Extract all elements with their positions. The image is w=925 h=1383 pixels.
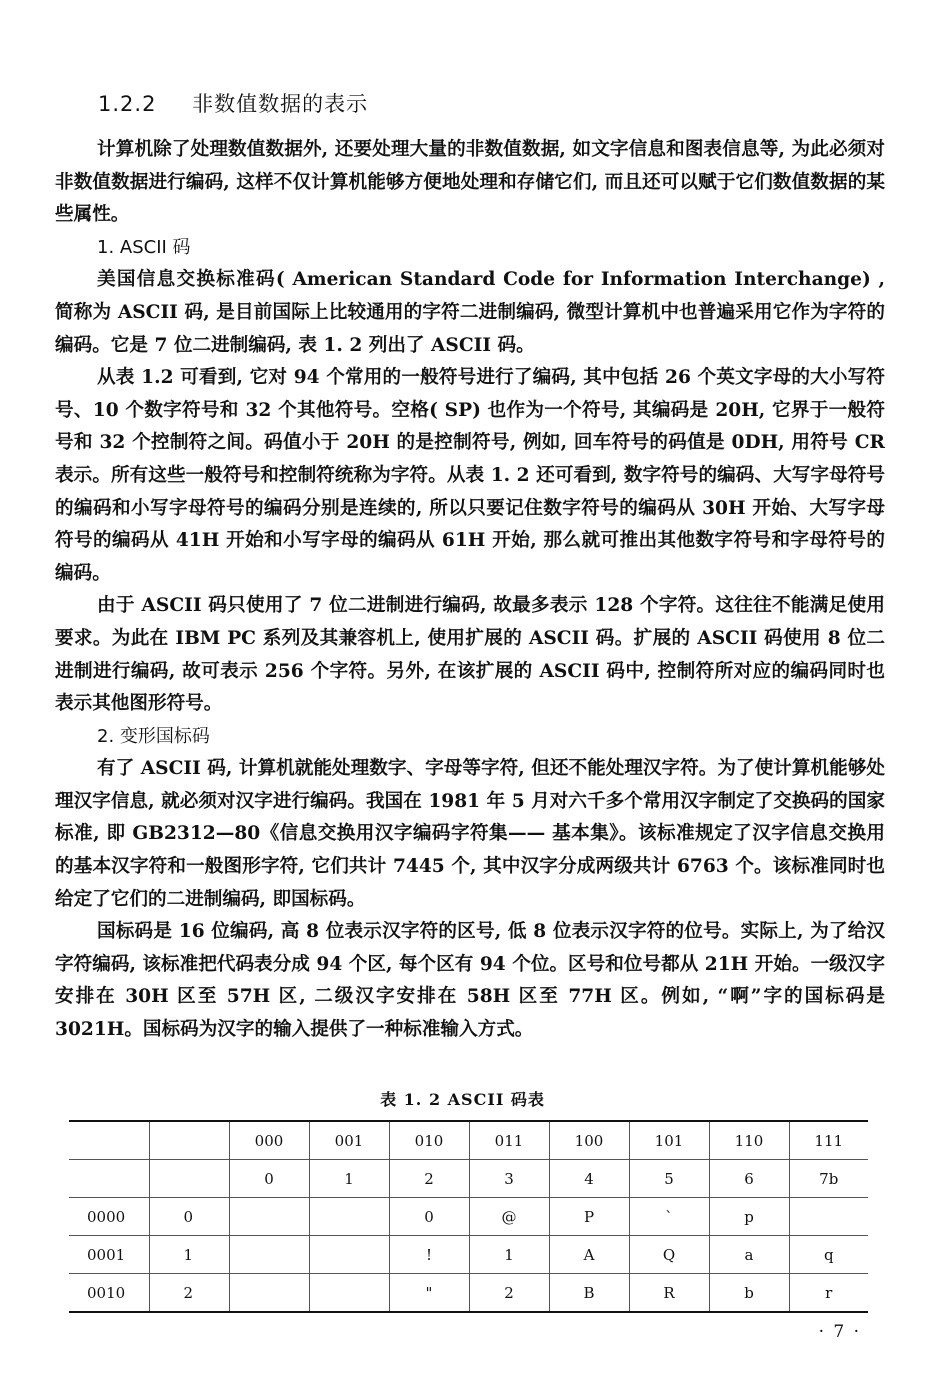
table-cell: 3 (469, 1160, 549, 1198)
page-number: · 7 · (818, 1322, 861, 1342)
table-cell (149, 1121, 229, 1160)
body-text (55, 134, 885, 1047)
table-row (69, 1121, 868, 1160)
ascii-table (69, 1120, 868, 1313)
section-number: 1.2.2 (98, 92, 157, 116)
table-cell: 001 (309, 1121, 389, 1160)
table-cell: a (709, 1236, 789, 1274)
table-cell: @ (469, 1198, 549, 1236)
table-cell: ! (389, 1236, 469, 1274)
table-cell: 010 (389, 1121, 469, 1160)
table-cell: 1 (469, 1236, 549, 1274)
table-cell (149, 1160, 229, 1198)
paragraph: 由于 ASCII 码只使用了 7 位二进制进行编码, 故最多表示 128 个字符。这往往不能满足使用要求。为此在 IBM PC 系列及其兼容机上, 使用扩展的 ASCII 码。扩展的 ASCII 码使用 8 位二进制进行编码, 故可表示 256 个字符。另外, 在该扩展的 ASCII 码中, 控制符所对应的编码同时也表示其他图形符号。 (55, 595, 885, 715)
section-title: 非数值数据的表示 (192, 92, 369, 116)
table-cell: 100 (549, 1121, 629, 1160)
table-cell: Q (629, 1236, 709, 1274)
paragraph: 美国信息交换标准码( American Standard Code for Information Interchange) , 简称为 ASCII 码, 是目前国际上比较通用的字符二进制编码, 微型计算机中也普遍采用它作为字符的编码。它是 7 位二进制编码, 表 1. 2 列出了 ASCII 码。 (55, 269, 885, 356)
table-cell: q (789, 1236, 868, 1274)
table-cell: R (629, 1274, 709, 1313)
section-heading (98, 88, 368, 118)
table-cell (69, 1121, 149, 1160)
table-cell: " (389, 1274, 469, 1313)
table-cell: 111 (789, 1121, 868, 1160)
table-cell: 4 (549, 1160, 629, 1198)
subheading-gb-code: 2. 变形国标码 (97, 725, 210, 747)
table-cell: 7b (789, 1160, 868, 1198)
table-cell: 0 (389, 1198, 469, 1236)
table-cell: 101 (629, 1121, 709, 1160)
table-cell (309, 1274, 389, 1313)
paragraph: 计算机除了处理数值数据外, 还要处理大量的非数值数据, 如文字信息和图表信息等, 为此必须对非数值数据进行编码, 这样不仅计算机能够方便地处理和存储它们, 而且还可以赋于它们数值数据的某些属性。 (55, 139, 885, 226)
subheading-ascii: 1. ASCII 码 (97, 236, 191, 258)
table-cell (229, 1274, 309, 1313)
table-cell: b (709, 1274, 789, 1313)
table-cell: 2 (149, 1274, 229, 1313)
table-cell: A (549, 1236, 629, 1274)
table-row (69, 1274, 868, 1313)
table-row (69, 1236, 868, 1274)
table-row (69, 1198, 868, 1236)
table-cell: 0000 (69, 1198, 149, 1236)
table-cell (309, 1236, 389, 1274)
table-cell: 0001 (69, 1236, 149, 1274)
table-cell: 0010 (69, 1274, 149, 1313)
table-caption: 表 1. 2 ASCII 码表 (380, 1090, 545, 1109)
table-cell: 0 (149, 1198, 229, 1236)
table-cell: 1 (309, 1160, 389, 1198)
table-cell (229, 1236, 309, 1274)
table-cell: 5 (629, 1160, 709, 1198)
table-cell (229, 1198, 309, 1236)
table-cell: P (549, 1198, 629, 1236)
paragraph: 国标码是 16 位编码, 高 8 位表示汉字符的区号, 低 8 位表示汉字符的位号。实际上, 为了给汉字符编码, 该标准把代码表分成 94 个区, 每个区有 94 个位。区号和位号都从 21H 开始。一级汉字安排在 30H 区至 57H 区, 二级汉字安排在 58H 区至 77H 区。例如, “啊”字的国标码是 3021H。国标码为汉字的输入提供了一种标准输入方式。 (55, 921, 885, 1041)
table-cell: 2 (389, 1160, 469, 1198)
paragraph: 有了 ASCII 码, 计算机就能处理数字、字母等字符, 但还不能处理汉字符。为了使计算机能够处理汉字信息, 就必须对汉字进行编码。我国在 1981 年 5 月对六千多个常用汉字制定了交换码的国家标准, 即 GB2312—80《信息交换用汉字编码字符集—— 基本集》。该标准规定了汉字信息交换用的基本汉字符和一般图形字符, 它们共计 7445 个, 其中汉字分成两级共计 6763 个。该标准同时也给定了它们的二进制编码, 即国标码。 (55, 758, 885, 910)
table-cell: B (549, 1274, 629, 1313)
table-cell: 6 (709, 1160, 789, 1198)
table-cell (309, 1198, 389, 1236)
table-cell: p (709, 1198, 789, 1236)
table-cell: ` (629, 1198, 709, 1236)
table-cell: 000 (229, 1121, 309, 1160)
table-cell: 110 (709, 1121, 789, 1160)
table-cell: 1 (149, 1236, 229, 1274)
table-cell: r (789, 1274, 868, 1313)
paragraph: 从表 1.2 可看到, 它对 94 个常用的一般符号进行了编码, 其中包括 26 个英文字母的大小写符号、10 个数字符号和 32 个其他符号。空格( SP) 也作为一个符号, 其编码是 20H, 它界于一般符号和 32 个控制符之间。码值小于 20H 的是控制符号, 例如, 回车符号的码值是 0DH, 用符号 CR 表示。所有这些一般符号和控制符统称为字符。从表 1. 2 还可看到, 数字符号的编码、大写字母符号的编码和小写字母符号的编码分别是连续的, 所以只要记住数字符号的编码从 30H 开始、大写字母符号的编码从 41H 开始和小写字母的编码从 61H 开始, 那么就可推出其他数字符号和字母符号的编码。 (55, 367, 885, 584)
table-cell: 0 (229, 1160, 309, 1198)
table-cell: 2 (469, 1274, 549, 1313)
table-cell (69, 1160, 149, 1198)
table-cell: 011 (469, 1121, 549, 1160)
table-cell (789, 1198, 868, 1236)
table-row (69, 1160, 868, 1198)
